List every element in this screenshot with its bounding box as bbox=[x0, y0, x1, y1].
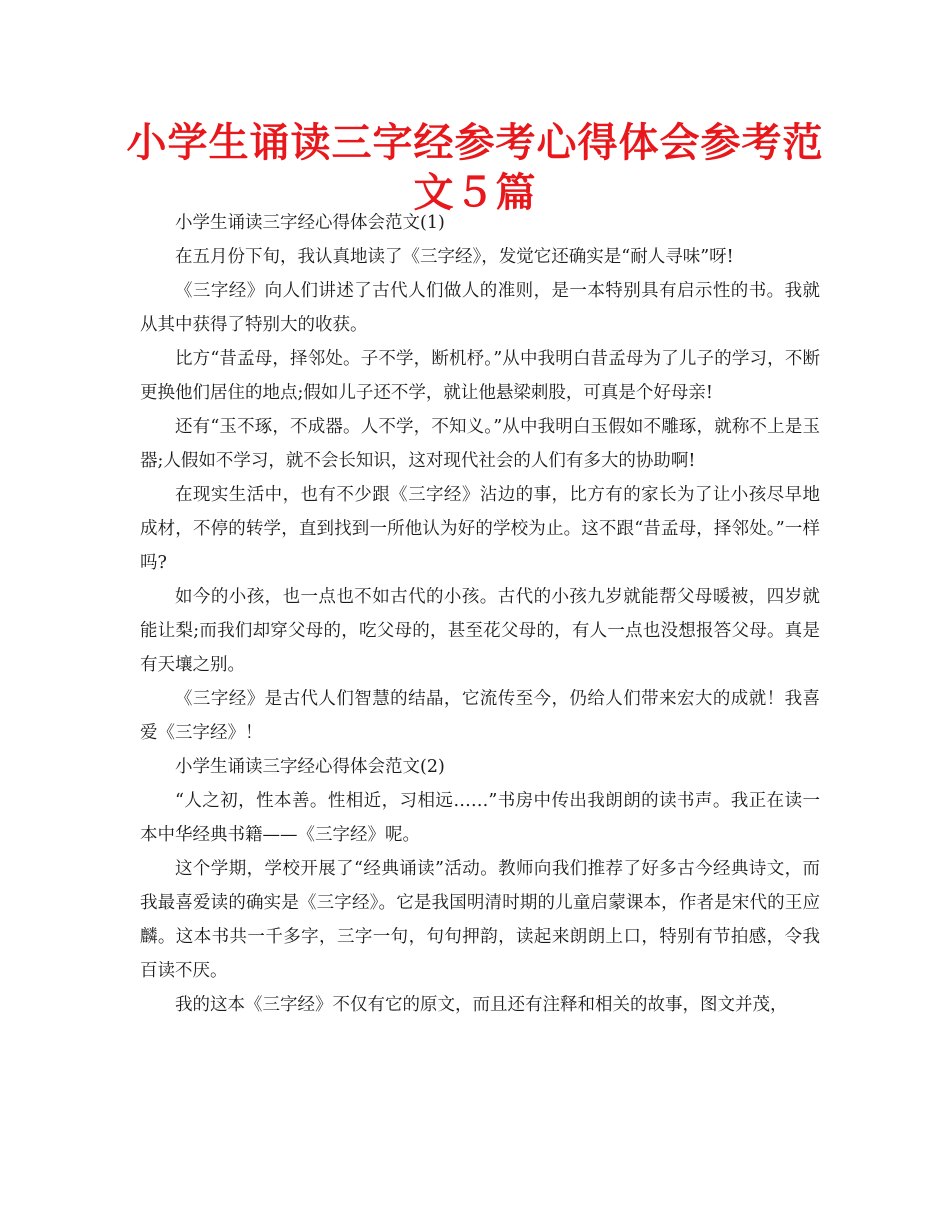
paragraph: 我的这本《三字经》不仅有它的原文，而且还有注释和相关的故事，图文并茂， bbox=[175, 995, 788, 1015]
paragraph: 如今的小孩，也一点也不如古代的小孩。古代的小孩九岁就能帮父母暖被，四岁就能让梨;而我们却穿父母的，吃父母的，甚至花父母的，有人一点也没想报答父母。真是有天壤之别。 bbox=[140, 587, 820, 675]
paragraph: “人之初，性本善。性相近，习相远……”书房中传出我朗朗的读书声。我正在读一本中华经典书籍——《三字经》呢。 bbox=[140, 791, 820, 845]
document-body bbox=[140, 206, 820, 1022]
paragraph: 比方“昔孟母，择邻处。子不学，断机杼。”从中我明白昔孟母为了儿子的学习，不断更换他们居住的地点;假如儿子还不学，就让他悬梁刺股，可真是个好母亲! bbox=[140, 349, 820, 403]
paragraph: 在五月份下旬，我认真地读了《三字经》，发觉它还确实是“耐人寻味”呀! bbox=[175, 247, 734, 267]
paragraph: 在现实生活中，也有不少跟《三字经》沾边的事，比方有的家长为了让小孩尽早地成材，不停的转学，直到找到一所他认为好的学校为止。这不跟“昔孟母，择邻处。”一样吗? bbox=[140, 485, 820, 573]
paragraph: 《三字经》是古代人们智慧的结晶，它流传至今，仍给人们带来宏大的成就！我喜爱《三字经》！ bbox=[140, 689, 820, 743]
section-heading-1: 小学生诵读三字经心得体会范文(1) bbox=[175, 213, 445, 233]
document-title: 小学生诵读三字经参考心得体会参考范文５篇 bbox=[126, 120, 824, 216]
section-heading-2: 小学生诵读三字经心得体会范文(2) bbox=[175, 757, 445, 777]
paragraph: 这个学期，学校开展了“经典诵读”活动。教师向我们推荐了好多古今经典诗文，而我最喜爱读的确实是《三字经》。它是我国明清时期的儿童启蒙课本，作者是宋代的王应麟。这本书共一千多字，三字一句，句句押韵，读起来朗朗上口，特别有节拍感，令我百读不厌。 bbox=[140, 859, 820, 981]
paragraph: 还有“玉不琢，不成器。人不学，不知义。”从中我明白玉假如不雕琢，就称不上是玉器;人假如不学习，就不会长知识，这对现代社会的人们有多大的协助啊! bbox=[140, 417, 820, 471]
paragraph: 《三字经》向人们讲述了古代人们做人的准则，是一本特别具有启示性的书。我就从其中获得了特别大的收获。 bbox=[140, 281, 820, 335]
